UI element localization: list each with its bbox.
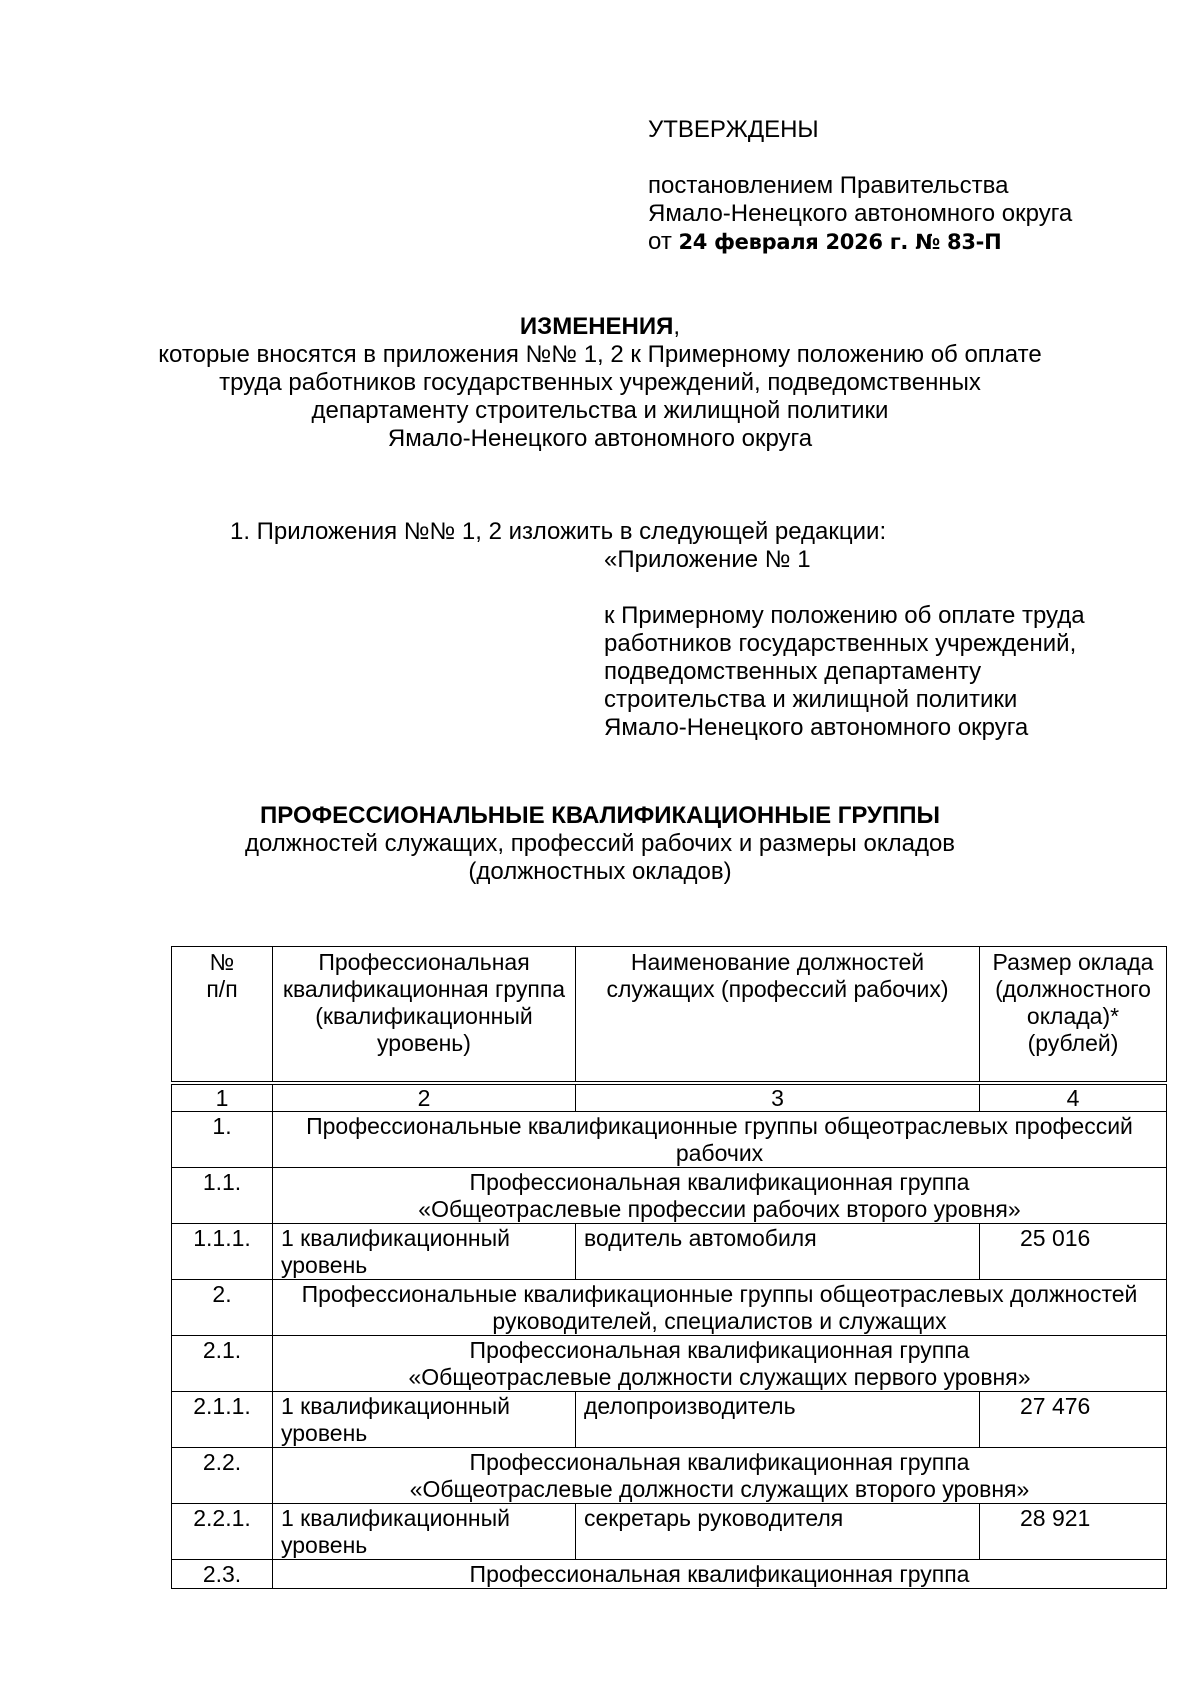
table-row-group bbox=[172, 1336, 1167, 1392]
section-title-bold: ПРОФЕССИОНАЛЬНЫЕ КВАЛИФИКАЦИОННЫЕ ГРУППЫ bbox=[260, 802, 940, 829]
table-row-group bbox=[172, 1280, 1167, 1336]
table-row-group bbox=[172, 1560, 1167, 1589]
group-title: Профессиональные квалификационные группы общеотраслевых профессий рабочих bbox=[273, 1112, 1167, 1168]
column-number: 2 bbox=[273, 1085, 576, 1112]
changes-title: ИЗМЕНЕНИЯ bbox=[519, 313, 674, 340]
row-number: 2.3. bbox=[172, 1560, 273, 1589]
appendix-title: «Приложение № 1 bbox=[604, 546, 811, 573]
appendix-line: работников государственных учреждений, bbox=[604, 630, 1077, 657]
group-title: Профессиональная квалификационная группа «Общеотраслевые должности служащих второго уровня» bbox=[273, 1448, 1167, 1504]
approval-from: от bbox=[648, 228, 672, 255]
appendix-line: подведомственных департаменту bbox=[604, 658, 982, 685]
decree-number: 24 февраля 2026 г. № 83-П bbox=[678, 230, 1002, 254]
table-row-group bbox=[172, 1112, 1167, 1168]
row-number: 1.1.1. bbox=[172, 1224, 273, 1280]
row-number: 2.1. bbox=[172, 1336, 273, 1392]
table-row-item bbox=[172, 1504, 1167, 1560]
section-title-line: должностей служащих, профессий рабочих и размеры окладов bbox=[244, 830, 956, 857]
qualification-level: 1 квалификационный уровень bbox=[273, 1504, 576, 1560]
salary-amount: 25 016 bbox=[980, 1224, 1167, 1280]
row-number: 1.1. bbox=[172, 1168, 273, 1224]
appendix-line: к Примерному положению об оплате труда bbox=[604, 602, 1085, 629]
row-number: 1. bbox=[172, 1112, 273, 1168]
approval-decree-line bbox=[648, 228, 1168, 256]
salary-amount: 28 921 bbox=[980, 1504, 1167, 1560]
group-title: Профессиональная квалификационная группа bbox=[273, 1560, 1167, 1589]
header-cell-position: Наименование должностей служащих (профессий рабочих) bbox=[576, 947, 980, 1082]
table-row-item bbox=[172, 1392, 1167, 1448]
column-number: 1 bbox=[172, 1085, 273, 1112]
changes-heading bbox=[0, 313, 1200, 453]
approval-line-2: Ямало-Ненецкого автономного округа bbox=[648, 200, 1073, 227]
row-number: 2.2. bbox=[172, 1448, 273, 1504]
table-row-group bbox=[172, 1448, 1167, 1504]
table-row-item bbox=[172, 1224, 1167, 1280]
column-numbers-row bbox=[172, 1085, 1167, 1112]
position-name: водитель автомобиля bbox=[576, 1224, 980, 1280]
group-title: Профессиональная квалификационная группа «Общеотраслевые профессии рабочих второго уровня» bbox=[273, 1168, 1167, 1224]
changes-title-comma: , bbox=[673, 313, 681, 340]
approval-line-1: постановлением Правительства bbox=[648, 172, 1009, 199]
position-name: делопроизводитель bbox=[576, 1392, 980, 1448]
group-title: Профессиональная квалификационная группа «Общеотраслевые должности служащих первого уровня» bbox=[273, 1336, 1167, 1392]
changes-title-line bbox=[0, 313, 1200, 341]
point-1-text: 1. Приложения №№ 1, 2 изложить в следующей редакции: bbox=[230, 518, 887, 545]
appendix-block bbox=[604, 546, 1164, 742]
header-cell-group: Профессиональная квалификационная группа (квалификационный уровень) bbox=[273, 947, 576, 1082]
column-number: 3 bbox=[576, 1085, 980, 1112]
section-title-line: (должностных окладов) bbox=[468, 858, 732, 885]
row-number: 2. bbox=[172, 1280, 273, 1336]
approval-block bbox=[648, 116, 1168, 256]
row-number: 2.1.1. bbox=[172, 1392, 273, 1448]
appendix-line: Ямало-Ненецкого автономного округа bbox=[604, 714, 1029, 741]
salary-table bbox=[171, 946, 1167, 1589]
column-number: 4 bbox=[980, 1085, 1167, 1112]
changes-subtitle-line: которые вносятся в приложения №№ 1, 2 к Примерному положению об оплате bbox=[158, 341, 1042, 368]
header-cell-salary: Размер оклада (должностного оклада)* (рублей) bbox=[980, 947, 1167, 1082]
table-row-group bbox=[172, 1168, 1167, 1224]
changes-subtitle-line: труда работников государственных учреждений, подведомственных bbox=[219, 369, 981, 396]
section-title bbox=[0, 802, 1200, 886]
changes-subtitle-line: департаменту строительства и жилищной политики bbox=[311, 397, 889, 424]
row-number: 2.2.1. bbox=[172, 1504, 273, 1560]
header-cell-number: № п/п bbox=[172, 947, 273, 1082]
qualification-level: 1 квалификационный уровень bbox=[273, 1392, 576, 1448]
changes-subtitle-line: Ямало-Ненецкого автономного округа bbox=[387, 425, 813, 452]
position-name: секретарь руководителя bbox=[576, 1504, 980, 1560]
qualification-level: 1 квалификационный уровень bbox=[273, 1224, 576, 1280]
appendix-line: строительства и жилищной политики bbox=[604, 686, 1018, 713]
table-header-row bbox=[172, 947, 1167, 1082]
approved-label: УТВЕРЖДЕНЫ bbox=[648, 116, 819, 143]
salary-amount: 27 476 bbox=[980, 1392, 1167, 1448]
group-title: Профессиональные квалификационные группы общеотраслевых должностей руководителей, специалистов и служащих bbox=[273, 1280, 1167, 1336]
